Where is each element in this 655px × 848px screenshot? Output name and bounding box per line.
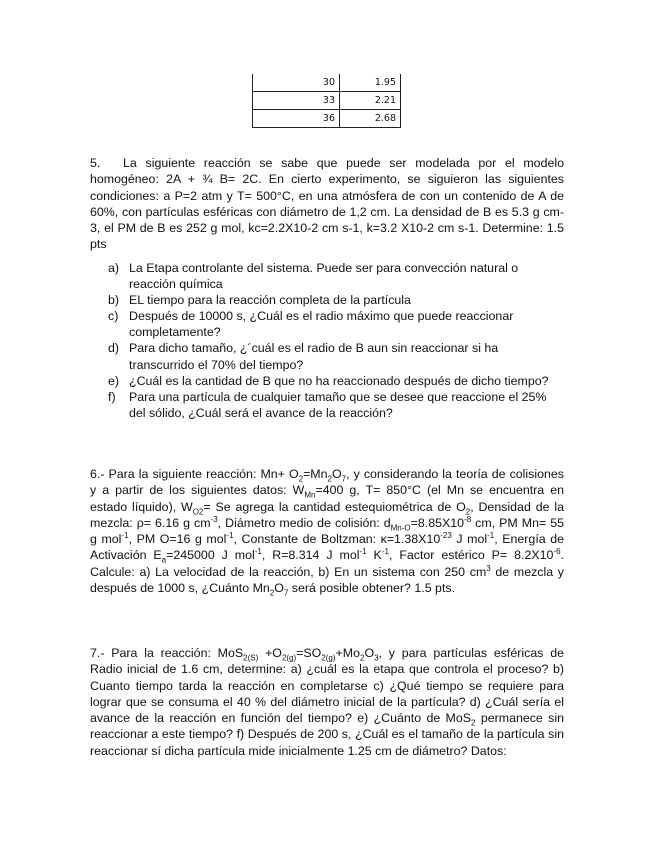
- text-run: 6.- Para la siguiente reacción: Mn+ O: [90, 467, 299, 481]
- item-text: Para dicho tamaño, ¿´cuál es el radio de B aun sin reaccionar si ha transcurrido el 70% del tiempo?: [129, 341, 499, 372]
- question-6: [90, 466, 564, 596]
- text-run: +Mo: [335, 646, 360, 660]
- list-item: [108, 308, 564, 340]
- question-7: [90, 645, 564, 759]
- item-label: d): [108, 341, 120, 356]
- question-5-items: [108, 260, 564, 421]
- table-row: [253, 74, 401, 92]
- text-run: O: [274, 581, 284, 596]
- subscript: 2(S): [243, 653, 259, 663]
- superscript: -6: [553, 547, 561, 557]
- text-run: , Constante de Boltzman: κ=1.38X10: [233, 532, 441, 547]
- table-cell: 1.95: [340, 74, 401, 92]
- text-run: , Diámetro medio de colisión: d: [217, 515, 391, 530]
- text-run: =SO: [296, 646, 322, 660]
- table-cell: 36: [253, 110, 340, 128]
- subscript: 2: [298, 474, 304, 484]
- subscript: a: [161, 555, 167, 565]
- subscript: 2: [327, 474, 332, 484]
- text-run: O: [331, 467, 342, 481]
- subscript: Mn-O: [390, 523, 411, 533]
- subscript: 3: [374, 653, 379, 663]
- subscript: O2: [192, 507, 204, 517]
- text-run: , R=8.314 J mol: [261, 548, 360, 563]
- subscript: 2: [465, 507, 471, 517]
- item-text: Después de 10000 s, ¿Cuál es el radio máximo que puede reaccionar completamente?: [129, 309, 514, 340]
- question-text: La siguiente reacción se sabe que puede ser modelada por el modelo homogéneo: 2A + ¾ B= 2C. En cierto experimento, se siguieron las siguientes condiciones: a P=2 atm y T= 500°C, en una atmósfera de con un contenido de A de 60%, con partículas esféricas con diámetro de 1,2 cm. La densidad de B es 5.3 g cm-3, el PM de B es 252 g mol, kc=2.2X10-2 cm s-1, k=3.2 X10-2 cm s-1. Determine: 1.5 pts: [90, 156, 564, 252]
- text-run: O: [364, 646, 375, 660]
- text-run: , Energía de Activación E: [90, 532, 565, 563]
- superscript: -1: [381, 547, 389, 557]
- text-run: será posible obtener? 1.5 pts.: [288, 581, 456, 596]
- text-run: =245000 J mol: [166, 548, 255, 563]
- list-item: [108, 292, 564, 308]
- subscript: 2: [269, 588, 275, 598]
- list-item: [108, 389, 564, 421]
- subscript: 2(g): [281, 653, 297, 663]
- subscript: Mn: [304, 490, 316, 500]
- list-item: [108, 373, 564, 389]
- text-run: , y considerando la teoría de colisiones y a partir de los siguientes datos: W: [90, 467, 564, 498]
- subscript: 2(g): [321, 653, 336, 663]
- text-run: K: [366, 548, 382, 563]
- subscript: 2: [471, 718, 476, 728]
- table-row: [253, 92, 401, 110]
- list-item: [108, 340, 564, 372]
- item-text: Para una partícula de cualquier tamaño que se desee que reaccione el 25% del sólido, ¿Cuál será el avance de la reacción?: [129, 389, 547, 420]
- superscript: -1: [487, 531, 495, 541]
- text-run: 7.- Para la reacción: MoS: [90, 646, 244, 660]
- text-run: , y para partículas esféricas de Radio inicial de 1.6 cm, determine: a) ¿cuál es la etapa que controla el proceso? b) Cuanto tiempo tarda la reacción en completarse c) ¿Qué tiempo se requiere para lograr que se consuma el 40 % del diámetro inicial de la partícula? d) ¿Cuál sería el avance de la reacción en función del tiempo? e) ¿Cuánto de MoS: [90, 646, 564, 726]
- text-run: J mol: [451, 532, 488, 547]
- question-5-intro: [90, 155, 564, 253]
- item-label: c): [108, 309, 119, 324]
- data-table-fragment: [252, 74, 401, 128]
- text-run: permanece sin reaccionar a este tiempo? f) Después de 200 s, ¿Cuál es el tamaño de la partícula sin reaccionar sí dicha partícula mide inicialmente 1.25 cm de diámetro? Datos:: [90, 711, 564, 758]
- superscript: -3: [210, 514, 218, 524]
- text-run: +O: [258, 646, 282, 660]
- superscript: -8: [464, 514, 472, 524]
- subscript: 2: [360, 653, 365, 663]
- superscript: -23: [440, 531, 452, 541]
- text-run: =400 g, T= 850°C (el Mn se encuentra en estado líquido), W: [90, 483, 565, 514]
- item-label: f): [108, 389, 116, 404]
- item-label: a): [108, 261, 120, 275]
- text-run: , PM O=16 g mol: [128, 532, 227, 547]
- item-text: EL tiempo para la reacción completa de la partícula: [129, 293, 411, 308]
- text-run: = Se agrega la cantidad estequiométrica de O: [203, 499, 466, 514]
- superscript: 3: [486, 563, 491, 573]
- item-label: b): [108, 293, 120, 308]
- item-label: e): [108, 373, 120, 388]
- superscript: -1: [226, 531, 234, 541]
- text-run: cm, PM Mn= 55 g mol: [90, 515, 564, 547]
- item-text: La Etapa controlante del sistema. Puede ser para convección natural o reacción química: [129, 261, 519, 292]
- table-cell: 30: [253, 74, 340, 92]
- item-text: ¿Cuál es la cantidad de B que no ha reaccionado después de dicho tiempo?: [129, 373, 549, 388]
- superscript: -1: [359, 547, 367, 557]
- subscript: 7: [283, 588, 289, 598]
- question-number: 5.: [90, 156, 101, 170]
- text-run: de mezcla y después de 1000 s, ¿Cuánto Mn: [90, 564, 564, 596]
- text-run: , Densidad de la mezcla: ρ= 6.16 g cm: [90, 499, 564, 530]
- table-row: [253, 110, 401, 128]
- superscript: -1: [121, 531, 129, 541]
- table-cell: 2.21: [340, 92, 401, 110]
- text-run: , Factor estérico P= 8.2X10: [388, 548, 554, 563]
- subscript: 7: [341, 474, 347, 484]
- superscript: -1: [254, 547, 262, 557]
- text-run: =8.85X10: [410, 515, 465, 530]
- table-cell: 2.68: [340, 110, 401, 128]
- text-run: =Mn: [303, 467, 328, 481]
- text-run: . Calcule: a) La velocidad de la reacción, b) En un sistema con 250 cm: [90, 548, 564, 579]
- list-item: [108, 260, 564, 292]
- table-cell: 33: [253, 92, 340, 110]
